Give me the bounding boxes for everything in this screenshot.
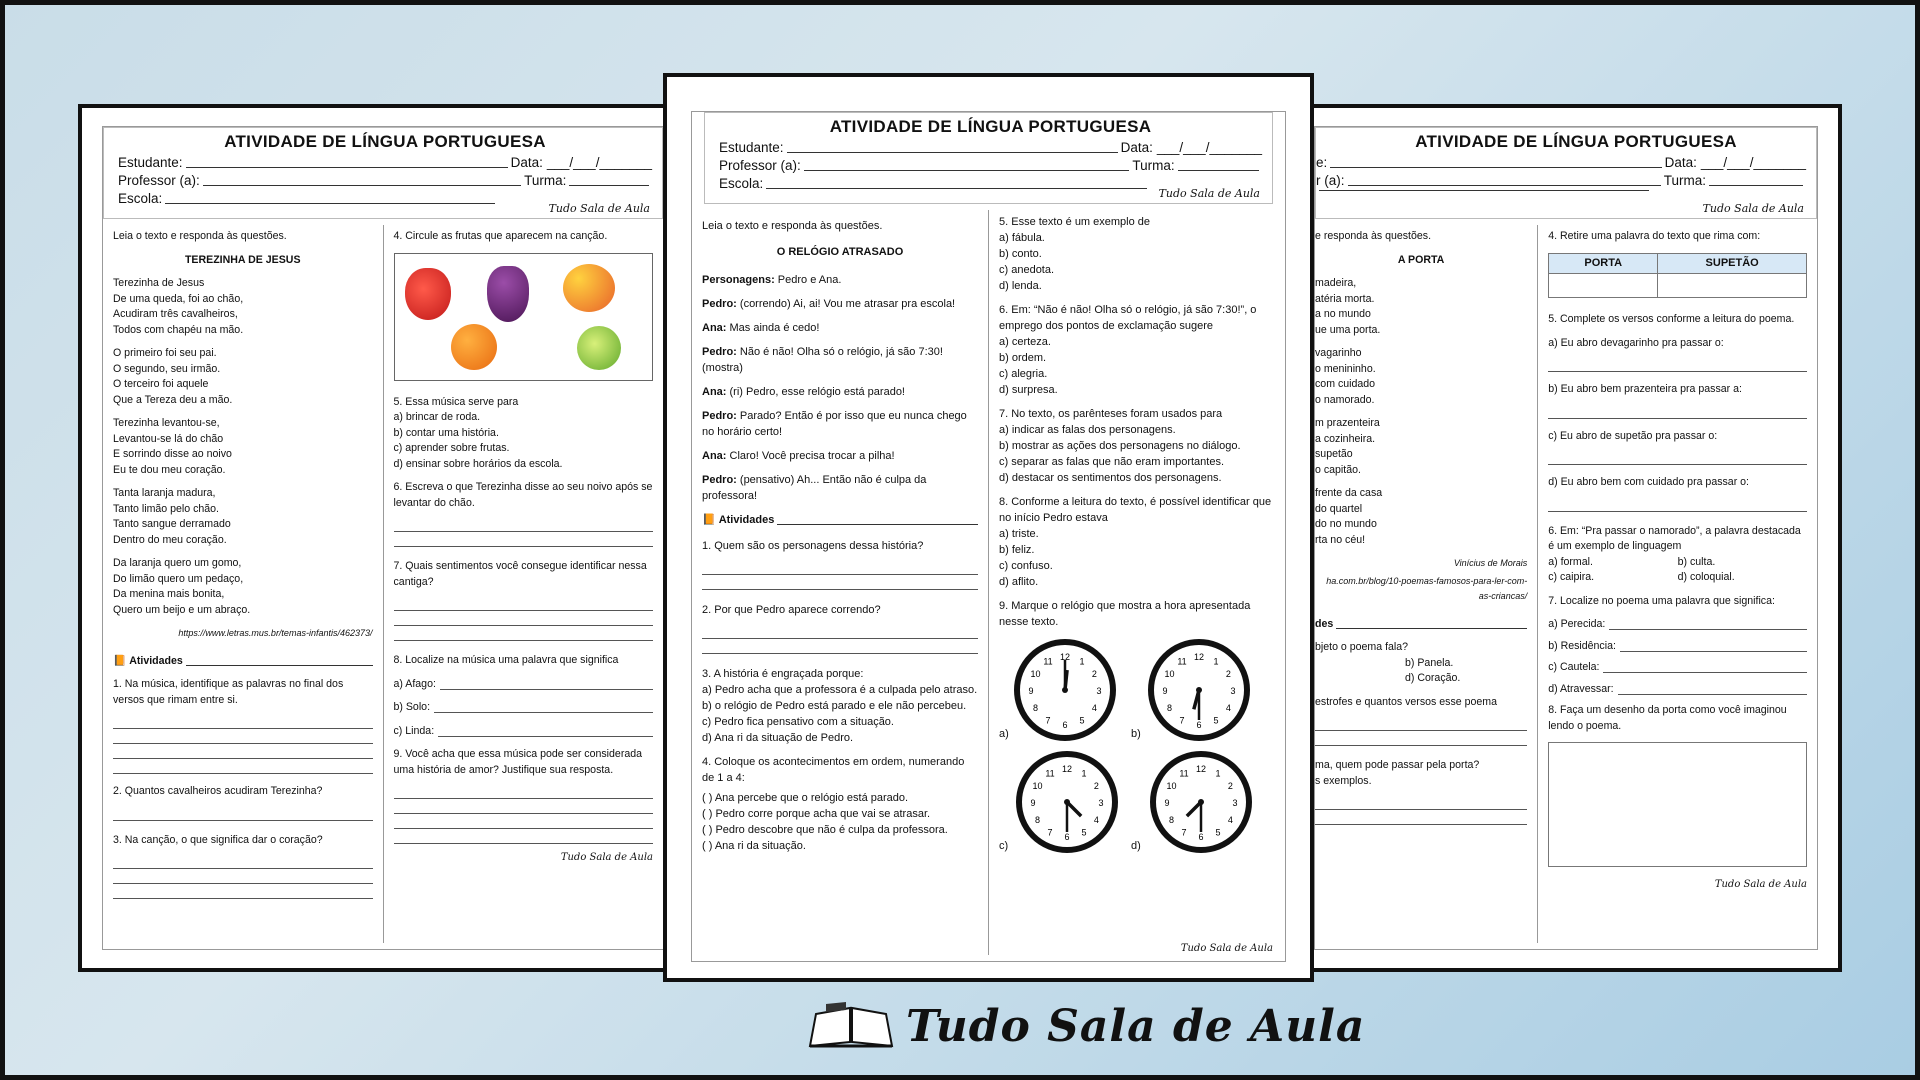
svg-text:6: 6 (1062, 720, 1068, 730)
right-column: 5. Esse texto é um exemplo de a) fábula. b) conto. c) anedota. d) lenda. 6. Em: “Não é não! Olha só o relógio, já são 7:30!”, o emprego dos pontos de exclamação sugere a) certeza. b) ordem. c) alegria. d) surpresa. 7. No texto, os parênteses foram usados para a) indicar as falas dos personagens. b) mostrar as ações dos personagens no diálogo. c) separar as falas que não eram importantes. d) destacar os sentimentos dos personagens. 8. Conforme a leitura do texto, é possível identificar que no início Pedro estava a) triste. b) feliz. c) confuso. d) aflito. 9. Marque o relógio que mostra a hora apresentada nesse texto. a) b) c) d) 1 2 3 4 5 6 7 8 9 10 11 12 1 2 3 4 5 6 7 8 9 10 11 12 1 2 3 4 5 6 7 8 9 10 11 12 1 2 3 4 5 6 7 8 9 10 11 12 Tudo Sala de Aula (989, 204, 1285, 961)
svg-text:5: 5 (1079, 715, 1085, 726)
svg-text:12: 12 (1195, 764, 1207, 774)
svg-text:7: 7 (1047, 827, 1053, 838)
svg-text:7: 7 (1179, 715, 1185, 726)
clock-label-b: b) (1131, 728, 1141, 740)
right-column: 4. Retire uma palavra do texto que rima com: PORTA SUPETÃO 5. Complete os versos conforme a leitura do poema. a) Eu abro devagarinho pra passar o: b) Eu abro bem prazenteira pra passar a: c) Eu abro de supetão pra passar o: d) Eu abro bem com cuidado pra passar o: 6. Em: “Pra passar o namorado”, a palavra destacada é um exemplo de linguagem a) formal. b) culta. c) caipira. d) coloquial. 7. Localize no poema uma palavra que significa: a) Perecida: b) Residência: c) Cautela: d) Atravessar: 8. Faça um desenho da porta como você imaginou lendo o poema. Tudo Sala de Aula (1538, 219, 1817, 949)
svg-text:7: 7 (1045, 715, 1051, 726)
svg-text:9: 9 (1028, 686, 1034, 696)
brand-logo: Tudo Sala de Aula (806, 1000, 1365, 1052)
svg-text:9: 9 (1164, 798, 1170, 808)
mango-icon (563, 264, 615, 312)
svg-text:1: 1 (1079, 656, 1085, 667)
svg-text:4: 4 (1091, 703, 1097, 713)
svg-text:4: 4 (1225, 703, 1231, 713)
activities-heading: 📙 Atividades (113, 654, 373, 670)
worksheet-a-porta (1310, 104, 1842, 972)
orange-icon (451, 324, 497, 370)
footer-logo: Tudo Sala de Aula (560, 852, 653, 863)
clocks-area (999, 638, 1275, 858)
svg-text:1: 1 (1215, 768, 1221, 779)
svg-text:8: 8 (1033, 703, 1039, 713)
rhyme-table: PORTA SUPETÃO (1548, 253, 1807, 299)
svg-text:1: 1 (1081, 768, 1087, 779)
footer-logo: Tudo Sala de Aula (1180, 943, 1273, 954)
worksheet-terezinha (78, 104, 668, 972)
svg-text:11: 11 (1177, 656, 1187, 667)
svg-text:12: 12 (1061, 764, 1073, 774)
worksheet-title: ATIVIDADE DE LÍNGUA PORTUGUESA (224, 132, 546, 151)
fruits-image (394, 253, 654, 381)
drawing-box (1548, 742, 1807, 867)
stanza: Tanta laranja madura, Tanto limão pelo chão. Tanto sangue derramado Dentro do meu coração. (113, 487, 231, 546)
worksheet-header: ATIVIDADE DE LÍNGUA PORTUGUESA Estudante: Data: ___/___/_______ Professor (a): Turma: Escola: Tudo Sala de Aula (103, 127, 663, 219)
clock-icon (1147, 638, 1251, 742)
svg-text:12: 12 (1193, 652, 1205, 662)
svg-text:7: 7 (1181, 827, 1187, 838)
svg-text:5: 5 (1215, 827, 1221, 838)
svg-text:6: 6 (1196, 720, 1202, 730)
svg-text:4: 4 (1093, 815, 1099, 825)
svg-text:11: 11 (1179, 768, 1189, 779)
clock-label-d: d) (1131, 840, 1141, 852)
svg-text:9: 9 (1162, 686, 1168, 696)
source-link: https://www.letras.mus.br/temas-infantis/462373/ (178, 628, 373, 638)
svg-text:2: 2 (1227, 781, 1233, 791)
left-column: e responda às questões. A PORTA madeira, atéria morta. a no mundo ue uma porta. vagarinho o menininho. com cuidado o namorado. m prazenteira a cozinheira. supetão o capitão. frente da casa do quartel do no mundo rta no céu! Vinícius de Morais ha.com.br/blog/10-poemas-famosos-para-ler-com-as-criancas/ des bjeto o poema fala? b) Panela. d) Coração. estrofes e quantos versos esse poema ma, quem pode passar pela porta? s exemplos. (1315, 219, 1537, 949)
footer-logo: Tudo Sala de Aula (1714, 879, 1807, 890)
strawberry-icon (405, 268, 451, 320)
svg-text:12: 12 (1059, 652, 1071, 662)
svg-text:9: 9 (1030, 798, 1036, 808)
svg-text:8: 8 (1169, 815, 1175, 825)
svg-text:3: 3 (1230, 686, 1236, 696)
svg-text:8: 8 (1167, 703, 1173, 713)
clock-icon (1149, 750, 1253, 854)
lime-icon (577, 326, 621, 370)
worksheet-header: ATIVIDADE DE LÍNGUA PORTUGUESA e: Data: ___/___/_______ r (a): Turma: Tudo Sala de Aula (1315, 127, 1817, 219)
stanza: O primeiro foi seu pai. O segundo, seu irmão. O terceiro foi aquele Que a Tereza deu a mão. (113, 347, 233, 406)
svg-text:11: 11 (1045, 768, 1055, 779)
svg-text:5: 5 (1213, 715, 1219, 726)
svg-text:1: 1 (1213, 656, 1219, 667)
worksheet-header: ATIVIDADE DE LÍNGUA PORTUGUESA Estudante: Data: ___/___/_______ Professor (a): Turma: Escola: Tudo Sala de Aula (704, 112, 1273, 204)
clock-label-c: c) (999, 840, 1009, 852)
logo: Tudo Sala de Aula (1158, 187, 1260, 200)
logo: Tudo Sala de Aula (548, 202, 650, 215)
book-icon: 📙 (113, 654, 127, 667)
svg-text:3: 3 (1096, 686, 1102, 696)
book-icon: 📙 (702, 514, 716, 526)
clock-label-a: a) (999, 728, 1009, 740)
svg-text:8: 8 (1035, 815, 1041, 825)
svg-text:6: 6 (1064, 832, 1070, 842)
svg-text:10: 10 (1166, 781, 1177, 791)
svg-text:2: 2 (1093, 781, 1099, 791)
open-book-icon (806, 1000, 896, 1052)
svg-text:3: 3 (1098, 798, 1104, 808)
stanza: Terezinha levantou-se, Levantou-se lá do chão E sorrindo disse ao noivo Eu te dou meu coração. (113, 417, 232, 476)
worksheet-relogio (663, 73, 1314, 982)
svg-text:3: 3 (1232, 798, 1238, 808)
clock-icon (1015, 750, 1119, 854)
clock-icon (1013, 638, 1117, 742)
stanza: Da laranja quero um gomo, Do limão quero um pedaço, Da menina mais bonita, Quero um beijo e um abraço. (113, 557, 251, 616)
right-column: 4. Circule as frutas que aparecem na canção. 5. Essa música serve para a) brincar de roda. b) contar uma história. c) aprender sobre frutas. d) ensinar sobre horários da escola. 6. Escreva o que Terezinha disse ao seu noivo após se levantar do chão. 7. Quais sentimentos você consegue identificar nessa cantiga? 8. Localize na música uma palavra que significa a) Afago: b) Solo: c) Linda: 9. Você acha que essa música pode ser considerada uma história de amor? Justifique sua resposta. Tudo Sala de Aula (384, 219, 664, 949)
svg-text:4: 4 (1227, 815, 1233, 825)
svg-text:10: 10 (1030, 669, 1041, 679)
svg-text:10: 10 (1032, 781, 1043, 791)
svg-text:6: 6 (1198, 832, 1204, 842)
logo: Tudo Sala de Aula (1702, 202, 1804, 215)
svg-text:10: 10 (1164, 669, 1175, 679)
svg-text:2: 2 (1225, 669, 1231, 679)
svg-text:11: 11 (1043, 656, 1053, 667)
grapes-icon (487, 266, 529, 322)
left-column: Leia o texto e responda às questões. TEREZINHA DE JESUS Terezinha de Jesus De uma queda, foi ao chão, Acudiram três cavalheiros, Todos com chapéu na mão. O primeiro foi seu pai. O segundo, seu irmão. O terceiro foi aquele Que a Tereza deu a mão. Terezinha levantou-se, Levantou-se lá do chão E sorrindo disse ao noivo Eu te dou meu coração. Tanta laranja madura, Tanto limão pelo chão. Tanto sangue derramado Dentro do meu coração. Da laranja quero um gomo, Do limão quero um pedaço, Da menina mais bonita, Quero um beijo e um abraço. https://www.letras.mus.br/temas-infantis/462373/ 📙 Atividades 1. Na música, identifique as palavras no final dos versos que rimam entre si. 2. Quantos cavalheiros acudiram Terezinha? 3. Na canção, o que significa dar o coração? (103, 219, 383, 949)
svg-text:2: 2 (1091, 669, 1097, 679)
left-column: Leia o texto e responda às questões. O RELÓGIO ATRASADO Personagens: Pedro e Ana. Pedro: (correndo) Ai, ai! Vou me atrasar pra escola! Ana: Mas ainda é cedo! Pedro: Não é não! Olha só o relógio, já são 7:30! (mostra) Ana: (ri) Pedro, esse relógio está parado! Pedro: Parado? Então é por isso que eu nunca chego no horário certo! Ana: Claro! Você precisa trocar a pilha! Pedro: (pensativo) Ah... Então não é culpa da professora! 📙 Atividades 1. Quem são os personagens dessa história? 2. Por que Pedro aparece correndo? 3. A história é engraçada porque: a) Pedro acha que a professora é a culpada pelo atraso. b) o relógio de Pedro está parado e ele não percebeu. c) Pedro fica pensativo com a situação. d) Ana ri da situação de Pedro. 4. Coloque os acontecimentos em ordem, numerando de 1 a 4: ( ) Ana percebe que o relógio está parado. ( ) Pedro corre porque acha que vai se atrasar. ( ) Pedro descobre que não é culpa da professora. ( ) Ana ri da situação. (702, 220, 978, 852)
svg-text:5: 5 (1081, 827, 1087, 838)
poem-title: TEREZINHA DE JESUS (184, 253, 301, 266)
stanza: Terezinha de Jesus De uma queda, foi ao chão, Acudiram três cavalheiros, Todos com chapéu na mão. (113, 277, 244, 336)
